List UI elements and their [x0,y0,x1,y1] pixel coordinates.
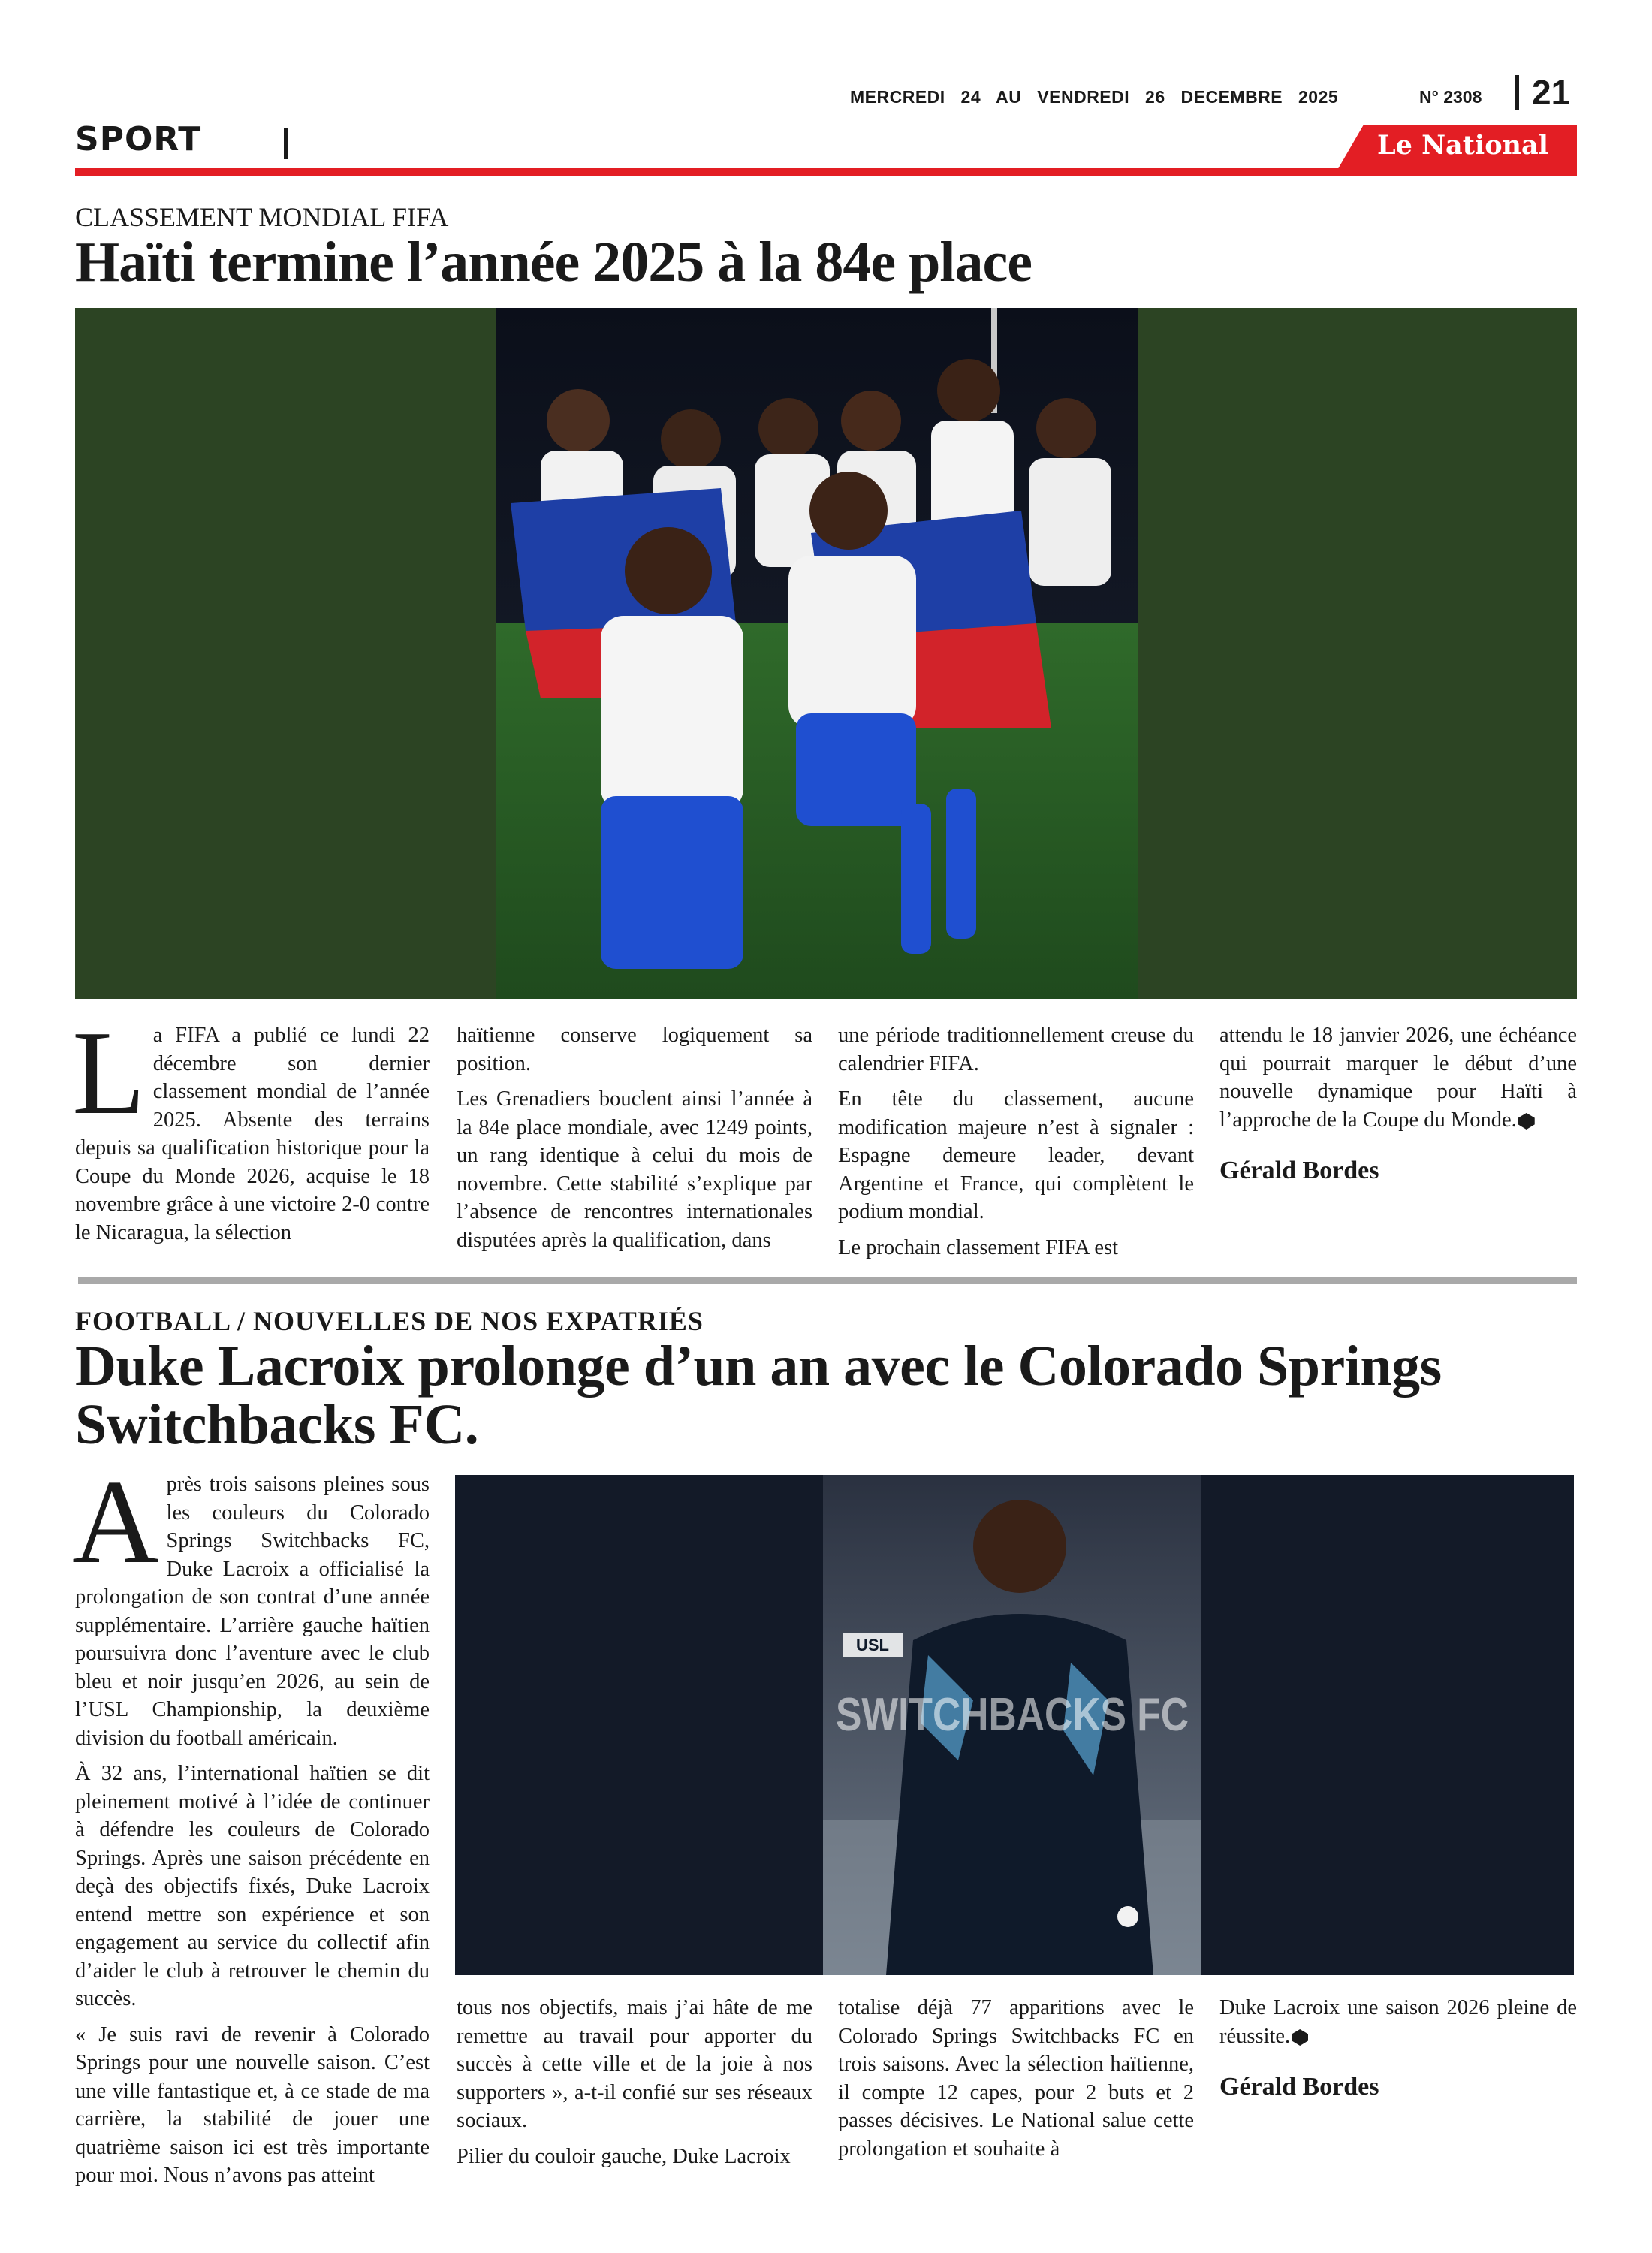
article1-photo [75,308,1577,999]
section-divider [284,128,288,159]
article1-kicker: CLASSEMENT MONDIAL FIFA [75,202,449,232]
article1-column-2 [457,1021,812,1262]
article1-headline: Haïti termine l’année 2025 à la 84e place [75,231,1032,294]
article1-col4-text: attendu le 18 janvier 2026, une échéance qui pourrait marquer le début d’une nouvelle dynamique pour Haïti à l’approche de la Coupe du Monde. [1219,1024,1577,1132]
player-portrait-image [823,1475,1201,1975]
article2-column-1 [72,1455,430,2197]
article-divider [78,1277,1577,1284]
article1-col3-p2: En tête du classement, aucune modification majeure n’est à signaler : Espagne demeure leader, devant Argentine et France, qui complètent le podium mondial. [838,1087,1194,1223]
article1-column-3 [838,1021,1194,1269]
article2-col2-p2: Pilier du couloir gauche, Duke Lacroix [457,2144,791,2168]
article2-kicker: FOOTBALL / NOUVELLES DE NOS EXPATRIÉS [75,1306,704,1336]
article2-author: Gérald Bordes [1219,2073,1379,2101]
article2-col3-text: totalise déjà 77 apparitions avec le Colorado Springs Switchbacks FC en trois saisons. Avec la sélection haïtienne, il compte 12 capes, pour 2 buts et 2 passes décisives. Le National salue cette prolongation et souhaite à [838,1996,1194,2161]
dateline: MERCREDI 24 AU VENDREDI 26 DECEMBRE 2025 [850,87,1339,107]
header-divider [1515,75,1519,110]
article1-column-1 [72,1006,430,1247]
article2-column-2 [457,1994,812,2178]
header-rule [75,168,1577,176]
article2-col4-text: Duke Lacroix une saison 2026 pleine de réussite. [1219,1996,1577,2048]
team-celebration-image [496,308,1138,999]
article1-col2-p1: haïtienne conserve logiquement sa position. [457,1024,812,1075]
article2-col1-p3: « Je suis ravi de revenir à Colorado Springs pour une nouvelle saison. C’est une ville fantastique et, à ce stade de ma carrière, la stabilité de jouer une quatrième saison ici est très importante pour moi. Nous n’avons pas atteint [75,2022,430,2187]
usl-badge-text: USL [856,1636,889,1654]
article1-column-4 [1219,1021,1577,1185]
issue-number: N° 2308 [1419,87,1482,107]
article2-column-4 [1219,1994,1577,2101]
article1-col1-text: a FIFA a publié ce lundi 22 décembre son dernier classement mondial de l’année 2025. Absente des terrains depuis sa qualification historique pour la Coupe du Monde 2026, acquise le 18 novembre grâce à une victoire 2-0 contre le Nicaragua, la sélection [75,1024,430,1244]
article2-col1-p2: À 32 ans, l’international haïtien se dit pleinement motivé à l’idée de continuer à défendre les couleurs de Colorado Springs. Après une saison précédente en deçà des objectifs fixés, Duke Lacroix entend mettre son expérience et son engagement au service du collectif afin d’aider le club à retrouver le chemin du succès. [75,1762,430,2010]
article2-dropcap: A [72,1455,159,1588]
article2-col1-p1: près trois saisons pleines sous les couleurs du Colorado Springs Switchbacks FC, Duke Lacroix a officialisé la prolongation de son contrat d’une année supplémentaire. L’arrière gauche haïtien poursuivra donc l’aventure avec le club bleu et noir jusqu’en 2026, au sein de l’USL Championship, la deuxième division du football américain. [75,1473,430,1750]
article2-col2-p1: tous nos objectifs, mais j’ai hâte de me remettre au travail pour apporter du succès à cette ville et de la joie à nos supporters », a-t-il confié sur ses réseaux sociaux. [457,1996,812,2132]
article2-column-3 [838,1994,1194,2163]
article1-col2-p2: Les Grenadiers bouclent ainsi l’année à la 84e place mondiale, avec 1249 points, un rang identique à celui du mois de novembre. Cette stabilité s’explique par l’absence de rencontres internationales disputées après la qualification, dans [457,1087,812,1252]
page-number: 21 [1532,73,1571,112]
article1-author: Gérald Bordes [1219,1157,1379,1184]
brand-name: Le National [1377,130,1548,161]
end-mark-icon [1292,2029,1308,2046]
article2-photo [455,1475,1574,1975]
article2-headline: Duke Lacroix prolonge d’un an avec le Colorado Springs Switchbacks FC. [75,1335,1442,1456]
end-mark-icon [1518,1113,1535,1130]
article1-col3-p3: Le prochain classement FIFA est [838,1235,1119,1259]
section-title: SPORT [75,120,202,158]
article1-dropcap: L [72,1006,146,1139]
article1-col3-p1: une période traditionnellement creuse du calendrier FIFA. [838,1024,1194,1075]
switchbacks-jersey-text: SWITCHBACKS FC [836,1689,1189,1741]
